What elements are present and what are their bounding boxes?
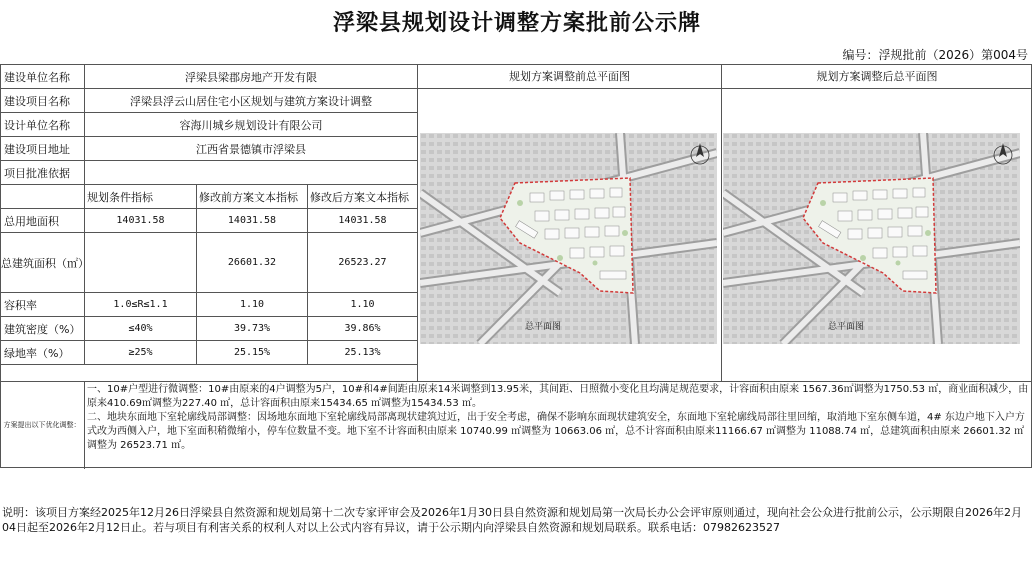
page-title: 浮梁县规划设计调整方案批前公示牌 [332,10,701,36]
indicator-header-row [1,185,418,209]
info-row [1,137,418,161]
info-row [1,161,418,185]
indicator-label: 总用地面积 [1,209,85,233]
note-item: 一、10#户型进行微调整：10#由原来的4户调整为5户，10#和4#间距由原来14米调整到13.95米，其间距、日照微小变化且均满足规范要求，计容面积由原来 1567.36㎡调整为1750.53 ㎡，商业面积减少，由原来410.69㎡调整为227.40 ㎡，总计容面积由原来15434.65 ㎡调整为15434.53 ㎡。 [87,384,1029,409]
info-value [85,161,418,185]
plan-after-title: 规划方案调整后总平面图 [722,64,1032,89]
map-caption: 总平面图 [525,322,562,332]
indicator-value [85,233,197,293]
indicator-value: 14031.58 [308,209,418,233]
indicator-value: 1.10 [197,293,308,317]
info-label: 设计单位名称 [1,113,85,137]
indicator-row [1,209,418,233]
indicator-label: 建筑密度（%） [1,317,85,341]
indicator-header: 规划条件指标 [85,185,197,209]
indicator-value: ≤40% [85,317,197,341]
info-label: 项目批准依据 [1,161,85,185]
indicator-value: 1.10 [308,293,418,317]
adjustment-notes [0,381,1032,469]
info-label: 建设项目地址 [1,137,85,161]
indicator-label: 绿地率（%） [1,341,85,365]
info-value: 容海川城乡规划设计有限公司 [85,113,418,137]
info-row [1,65,418,89]
info-label: 建设单位名称 [1,65,85,89]
notes-text [87,383,1029,453]
plan-before-title: 规划方案调整前总平面图 [418,64,721,89]
site-plan-before [420,133,717,344]
indicator-value: 39.86% [308,317,418,341]
indicator-value: 14031.58 [197,209,308,233]
footer-note: 说明：该项目方案经2025年12月26日浮梁县自然资源和规划局第十二次专家评审会及2026年1月30日县自然资源和规划局第一次局长办公会评审原则通过，现向社会公众进行批前公示，公示期限自2026年2月04日起至2026年2月12日止。若与项目有利害关系的权利人对以上公式内容有异议，请于公示期内向浮梁县自然资源和规划局联系。联系电话：07982623527 [2,506,1022,534]
indicator-row [1,293,418,317]
indicator-value: 14031.58 [85,209,197,233]
info-label: 建设项目名称 [1,89,85,113]
indicator-value: 26523.27 [308,233,418,293]
note-item: 二、地块东面地下室轮廓线局部调整：因场地东面地下室轮廓线局部离现状建筑过近，出于安全考虑，确保不影响东面现状建筑安全，东面地下室轮廓线局部往里回缩，取消地下室东侧车道，4# 东边户地下入户方式改为西侧入户，地下室面积稍微缩小，停车位数量不变。地下室不计容面积由原来 10740.99 ㎡调整为 10663.06 ㎡，总不计容面积由原来11166.67 ㎡调整为 11088.74 ㎡，总建筑面积由原来 26601.32 ㎡调整为 26523.71 ㎡。 [87,412,1025,451]
site-plan-after [723,133,1020,344]
indicator-value: 25.13% [308,341,418,365]
indicator-row [1,233,418,293]
indicator-value: 1.0≤R≤1.1 [85,293,197,317]
indicator-label: 总建筑面积（㎡） [1,233,85,293]
document-number: 编号：浮规批前（2026）第004号 [842,48,1028,62]
info-row [1,113,418,137]
map-caption: 总平面图 [828,322,865,332]
indicator-label: 容积率 [1,293,85,317]
indicator-header: 修改前方案文本指标 [197,185,308,209]
indicator-row [1,341,418,365]
info-value: 浮梁县浮云山居住宅小区规划与建筑方案设计调整 [85,89,418,113]
indicator-row [1,317,418,341]
indicator-value: 39.73% [197,317,308,341]
info-row [1,89,418,113]
notes-side-label: 方案提出以下优化调整： [0,382,85,469]
info-value: 江西省景德镇市浮梁县 [85,137,418,161]
indicator-value: 26601.32 [197,233,308,293]
info-value: 浮梁县梁郡房地产开发有限 [85,65,418,89]
indicator-value: ≥25% [85,341,197,365]
indicator-value: 25.15% [197,341,308,365]
indicator-header: 修改后方案文本指标 [308,185,418,209]
project-info-table [0,64,418,365]
